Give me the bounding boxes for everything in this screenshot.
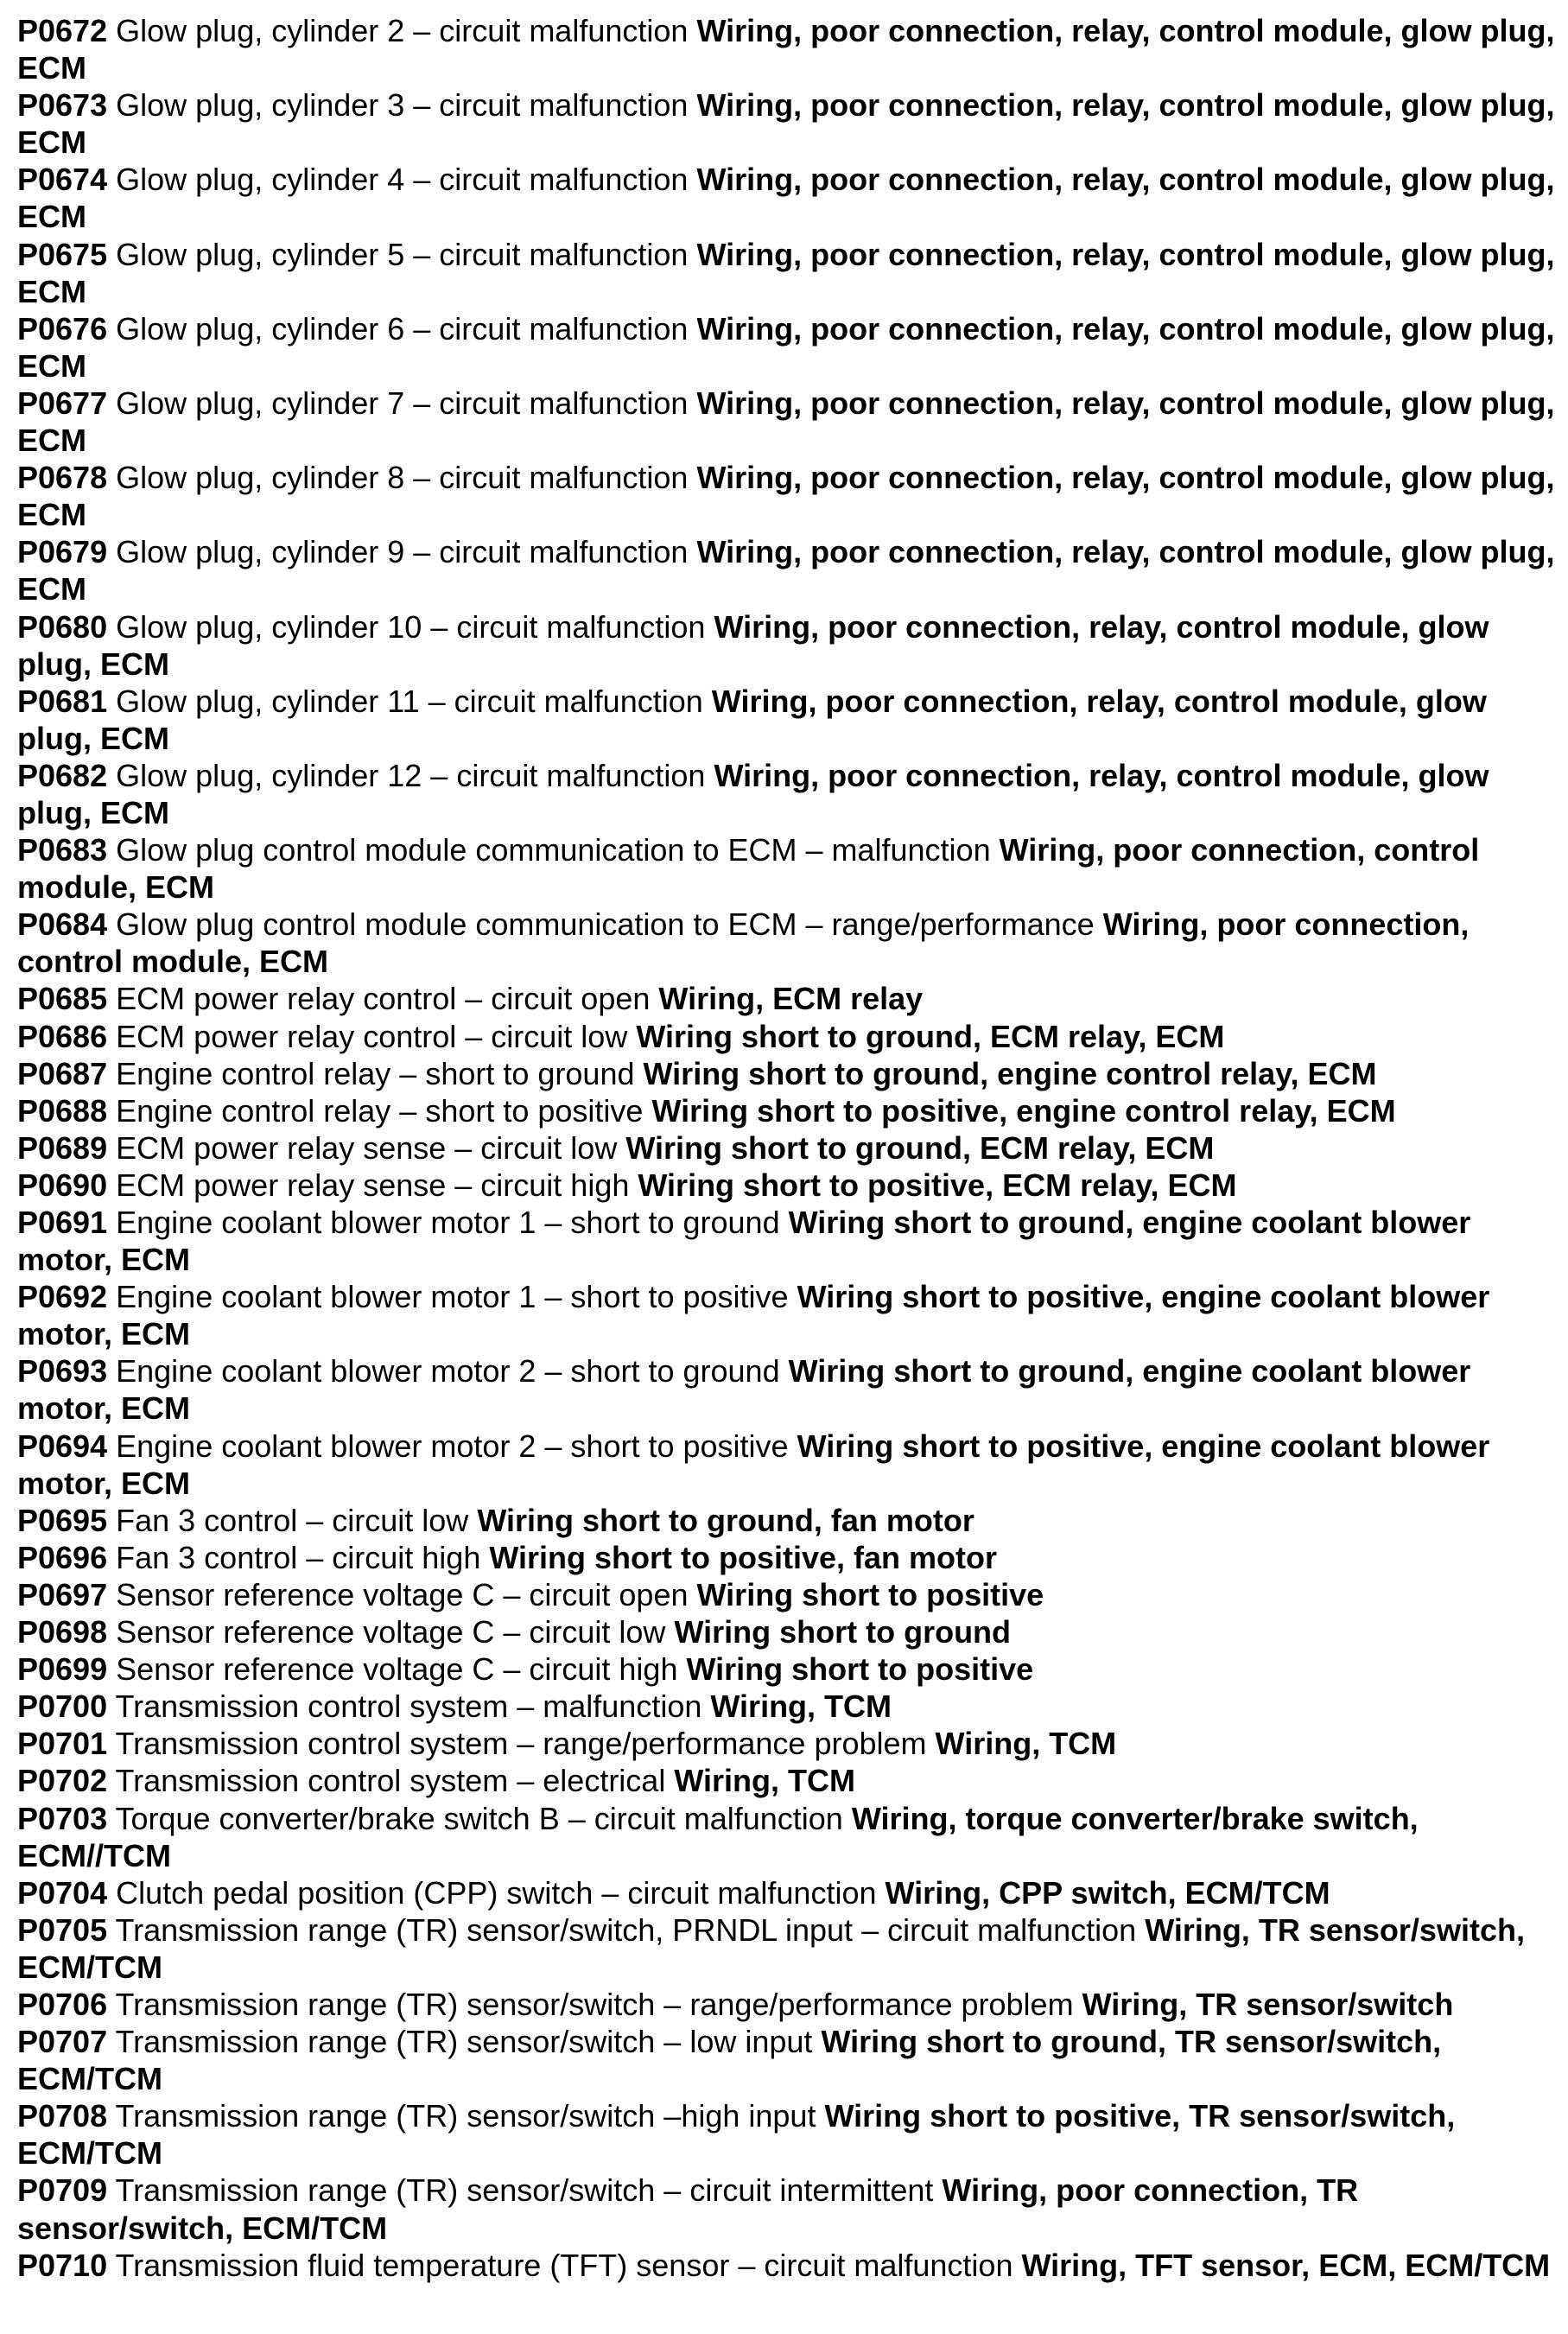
dtc-description: Glow plug, cylinder 3 – circuit malfunction bbox=[116, 87, 689, 124]
dtc-causes: Wiring, poor connection, relay, control module, glow plug, ECM bbox=[17, 236, 1555, 309]
dtc-code: P0699 bbox=[17, 1651, 108, 1688]
dtc-causes: Wiring, ECM relay bbox=[658, 981, 924, 1017]
dtc-code: P0706 bbox=[17, 1986, 108, 2022]
dtc-entry bbox=[17, 2023, 1555, 2097]
dtc-description: ECM power relay control – circuit low bbox=[116, 1018, 628, 1054]
dtc-code: P0709 bbox=[17, 2172, 108, 2209]
dtc-entry bbox=[17, 1800, 1555, 1874]
dtc-entry bbox=[17, 1688, 1555, 1725]
dtc-code: P0678 bbox=[17, 460, 108, 496]
dtc-causes: Wiring, poor connection, relay, control module, glow plug, ECM bbox=[17, 13, 1555, 86]
dtc-entry bbox=[17, 1167, 1555, 1204]
dtc-code: P0708 bbox=[17, 2098, 108, 2134]
dtc-code: P0683 bbox=[17, 832, 108, 868]
dtc-entry bbox=[17, 1092, 1555, 1129]
dtc-code: P0710 bbox=[17, 2247, 108, 2283]
dtc-code: P0677 bbox=[17, 385, 108, 421]
dtc-description: Engine coolant blower motor 2 – short to ground bbox=[116, 1353, 780, 1390]
dtc-code: P0680 bbox=[17, 608, 108, 645]
dtc-entry bbox=[17, 2172, 1555, 2246]
dtc-entry bbox=[17, 1502, 1555, 1539]
dtc-entry bbox=[17, 1204, 1555, 1278]
dtc-entry bbox=[17, 161, 1555, 235]
dtc-causes: Wiring short to positive, fan motor bbox=[489, 1539, 998, 1575]
dtc-code: P0679 bbox=[17, 534, 108, 570]
dtc-description: Transmission fluid temperature (TFT) sensor – circuit malfunction bbox=[115, 2247, 1013, 2283]
dtc-code: P0676 bbox=[17, 310, 108, 347]
dtc-code: P0694 bbox=[17, 1428, 108, 1464]
dtc-causes: Wiring, poor connection, relay, control module, glow plug, ECM bbox=[17, 310, 1555, 384]
dtc-description: Transmission control system – electrical bbox=[115, 1763, 666, 1799]
dtc-entry bbox=[17, 831, 1555, 906]
dtc-description: Engine coolant blower motor 1 – short to positive bbox=[116, 1279, 789, 1315]
dtc-causes: Wiring, torque converter/brake switch, ECM//TCM bbox=[17, 1800, 1419, 1873]
dtc-description: Transmission range (TR) sensor/switch, PRNDL input – circuit malfunction bbox=[115, 1911, 1137, 1948]
dtc-entry bbox=[17, 757, 1555, 831]
dtc-description: Glow plug, cylinder 7 – circuit malfunction bbox=[116, 385, 689, 421]
dtc-code: P0707 bbox=[17, 2024, 108, 2060]
dtc-entry bbox=[17, 533, 1555, 607]
dtc-entry bbox=[17, 1650, 1555, 1688]
dtc-description: Engine control relay – short to ground bbox=[116, 1055, 635, 1091]
dtc-description: Glow plug, cylinder 10 – circuit malfunction bbox=[116, 608, 706, 645]
dtc-description: Glow plug, cylinder 2 – circuit malfunction bbox=[116, 13, 689, 48]
dtc-code: P0693 bbox=[17, 1353, 108, 1390]
dtc-causes: Wiring, poor connection, relay, control module, glow plug, ECM bbox=[17, 162, 1555, 235]
dtc-code: P0688 bbox=[17, 1092, 108, 1129]
dtc-causes: Wiring, poor connection, relay, control module, glow plug, ECM bbox=[17, 87, 1555, 161]
dtc-causes: Wiring short to ground bbox=[674, 1614, 1012, 1650]
dtc-causes: Wiring, poor connection, relay, control module, glow plug, ECM bbox=[17, 534, 1555, 607]
dtc-causes: Wiring short to positive, engine coolant blower motor, ECM bbox=[17, 1279, 1490, 1352]
dtc-code: P0702 bbox=[17, 1763, 108, 1799]
dtc-causes: Wiring, TCM bbox=[674, 1763, 855, 1799]
dtc-description: Torque converter/brake switch B – circuit malfunction bbox=[115, 1800, 843, 1836]
dtc-entry bbox=[17, 2247, 1555, 2284]
dtc-description: Sensor reference voltage C – circuit high bbox=[116, 1651, 678, 1688]
dtc-causes: Wiring, TCM bbox=[710, 1688, 892, 1725]
dtc-causes: Wiring short to ground, engine coolant blower motor, ECM bbox=[17, 1353, 1471, 1427]
dtc-entry bbox=[17, 1576, 1555, 1613]
dtc-causes: Wiring short to positive bbox=[696, 1576, 1044, 1612]
dtc-description: Engine coolant blower motor 2 – short to positive bbox=[116, 1428, 789, 1464]
dtc-description: Sensor reference voltage C – circuit low bbox=[116, 1614, 666, 1650]
dtc-causes: Wiring short to positive bbox=[686, 1651, 1034, 1688]
dtc-causes: Wiring, poor connection, relay, control module, glow plug, ECM bbox=[17, 608, 1489, 682]
dtc-causes: Wiring short to ground, ECM relay, ECM bbox=[636, 1018, 1225, 1054]
dtc-causes: Wiring short to positive, engine control relay, ECM bbox=[651, 1092, 1396, 1129]
dtc-code: P0686 bbox=[17, 1018, 108, 1054]
dtc-entry bbox=[17, 1613, 1555, 1650]
dtc-causes: Wiring, poor connection, relay, control module, glow plug, ECM bbox=[17, 757, 1489, 830]
dtc-causes: Wiring, poor connection, control module, ECM bbox=[17, 832, 1480, 906]
dtc-code: P0703 bbox=[17, 1800, 108, 1836]
dtc-code: P0674 bbox=[17, 162, 108, 198]
dtc-code: P0681 bbox=[17, 683, 108, 719]
dtc-causes: Wiring short to ground, TR sensor/switch, ECM/TCM bbox=[17, 2024, 1442, 2097]
dtc-code: P0704 bbox=[17, 1874, 108, 1911]
dtc-description: Transmission control system – malfunction bbox=[115, 1688, 702, 1725]
dtc-causes: Wiring short to ground, engine coolant blower motor, ECM bbox=[17, 1205, 1471, 1278]
dtc-entry bbox=[17, 236, 1555, 310]
dtc-causes: Wiring short to ground, engine control relay, ECM bbox=[643, 1055, 1377, 1091]
dtc-code: P0701 bbox=[17, 1726, 108, 1762]
dtc-code-list bbox=[17, 12, 1555, 2284]
dtc-description: Clutch pedal position (CPP) switch – circuit malfunction bbox=[116, 1874, 877, 1911]
dtc-description: Glow plug control module communication to ECM – range/performance bbox=[116, 906, 1095, 943]
dtc-entry bbox=[17, 310, 1555, 385]
dtc-code: P0697 bbox=[17, 1576, 108, 1612]
dtc-code: P0692 bbox=[17, 1279, 108, 1315]
dtc-description: Engine control relay – short to positive bbox=[116, 1092, 644, 1129]
dtc-causes: Wiring, poor connection, relay, control module, glow plug, ECM bbox=[17, 683, 1487, 756]
dtc-code: P0705 bbox=[17, 1911, 108, 1948]
dtc-entry bbox=[17, 459, 1555, 533]
dtc-causes: Wiring short to positive, ECM relay, ECM bbox=[638, 1167, 1237, 1203]
dtc-description: Glow plug, cylinder 4 – circuit malfunction bbox=[116, 162, 689, 198]
dtc-description: Glow plug, cylinder 8 – circuit malfunction bbox=[116, 460, 689, 496]
dtc-code: P0672 bbox=[17, 13, 108, 48]
dtc-code: P0687 bbox=[17, 1055, 108, 1091]
dtc-entry bbox=[17, 906, 1555, 980]
dtc-description: Transmission control system – range/performance problem bbox=[115, 1726, 927, 1762]
dtc-description: Transmission range (TR) sensor/switch – low input bbox=[115, 2024, 813, 2060]
dtc-description: ECM power relay sense – circuit low bbox=[116, 1129, 618, 1166]
dtc-description: Engine coolant blower motor 1 – short to ground bbox=[116, 1205, 780, 1240]
dtc-causes: Wiring, TR sensor/switch bbox=[1082, 1986, 1454, 2022]
dtc-code: P0675 bbox=[17, 236, 108, 272]
dtc-causes: Wiring, TFT sensor, ECM, ECM/TCM bbox=[1021, 2247, 1551, 2283]
dtc-code: P0695 bbox=[17, 1502, 108, 1538]
dtc-entry bbox=[17, 1762, 1555, 1799]
dtc-causes: Wiring short to positive, engine coolant blower motor, ECM bbox=[17, 1428, 1490, 1501]
dtc-entry bbox=[17, 1428, 1555, 1502]
dtc-causes: Wiring, poor connection, TR sensor/switch, ECM/TCM bbox=[17, 2172, 1359, 2246]
dtc-entry bbox=[17, 1911, 1555, 1986]
dtc-entry bbox=[17, 385, 1555, 459]
dtc-entry bbox=[17, 1725, 1555, 1762]
dtc-code: P0690 bbox=[17, 1167, 108, 1203]
dtc-causes: Wiring, TCM bbox=[935, 1726, 1117, 1762]
dtc-code: P0696 bbox=[17, 1539, 108, 1575]
dtc-code: P0685 bbox=[17, 981, 108, 1017]
dtc-entry bbox=[17, 1352, 1555, 1427]
dtc-entry bbox=[17, 86, 1555, 161]
dtc-causes: Wiring, TR sensor/switch, ECM/TCM bbox=[17, 1911, 1525, 1985]
dtc-code: P0684 bbox=[17, 906, 108, 943]
dtc-causes: Wiring, poor connection, relay, control module, glow plug, ECM bbox=[17, 385, 1555, 459]
dtc-causes: Wiring short to ground, fan motor bbox=[477, 1502, 974, 1538]
dtc-description: Glow plug, cylinder 11 – circuit malfunction bbox=[116, 683, 703, 719]
dtc-code: P0689 bbox=[17, 1129, 108, 1166]
dtc-description: Glow plug, cylinder 12 – circuit malfunction bbox=[116, 757, 706, 793]
dtc-description: Glow plug, cylinder 6 – circuit malfunction bbox=[116, 310, 689, 347]
dtc-entry bbox=[17, 683, 1555, 757]
dtc-description: Glow plug, cylinder 5 – circuit malfunction bbox=[116, 236, 689, 272]
dtc-entry bbox=[17, 1129, 1555, 1167]
dtc-description: Fan 3 control – circuit low bbox=[116, 1502, 469, 1538]
dtc-description: Transmission range (TR) sensor/switch – range/performance problem bbox=[115, 1986, 1074, 2022]
dtc-entry bbox=[17, 1874, 1555, 1911]
dtc-entry bbox=[17, 1018, 1555, 1055]
dtc-code: P0682 bbox=[17, 757, 108, 793]
dtc-entry bbox=[17, 1986, 1555, 2023]
dtc-code: P0698 bbox=[17, 1614, 108, 1650]
dtc-entry bbox=[17, 1055, 1555, 1092]
dtc-code: P0673 bbox=[17, 87, 108, 124]
dtc-entry bbox=[17, 2097, 1555, 2172]
dtc-entry bbox=[17, 980, 1555, 1017]
dtc-causes: Wiring, poor connection, control module, ECM bbox=[17, 906, 1470, 980]
dtc-description: Fan 3 control – circuit high bbox=[116, 1539, 481, 1575]
dtc-description: Sensor reference voltage C – circuit open bbox=[116, 1576, 689, 1612]
dtc-code: P0700 bbox=[17, 1688, 108, 1725]
dtc-entry bbox=[17, 1539, 1555, 1576]
dtc-description: Transmission range (TR) sensor/switch –high input bbox=[115, 2098, 816, 2134]
dtc-entry bbox=[17, 608, 1555, 683]
dtc-causes: Wiring short to ground, ECM relay, ECM bbox=[625, 1129, 1215, 1166]
dtc-entry bbox=[17, 12, 1555, 86]
dtc-entry bbox=[17, 1278, 1555, 1352]
dtc-description: ECM power relay control – circuit open bbox=[116, 981, 651, 1017]
dtc-code: P0691 bbox=[17, 1205, 108, 1240]
dtc-causes: Wiring, CPP switch, ECM/TCM bbox=[885, 1874, 1330, 1911]
dtc-description: Glow plug, cylinder 9 – circuit malfunction bbox=[116, 534, 689, 570]
dtc-causes: Wiring short to positive, TR sensor/switch, ECM/TCM bbox=[17, 2098, 1456, 2172]
dtc-description: Transmission range (TR) sensor/switch – circuit intermittent bbox=[115, 2172, 934, 2209]
dtc-causes: Wiring, poor connection, relay, control module, glow plug, ECM bbox=[17, 460, 1555, 533]
dtc-description: ECM power relay sense – circuit high bbox=[116, 1167, 630, 1203]
dtc-description: Glow plug control module communication to ECM – malfunction bbox=[116, 832, 991, 868]
